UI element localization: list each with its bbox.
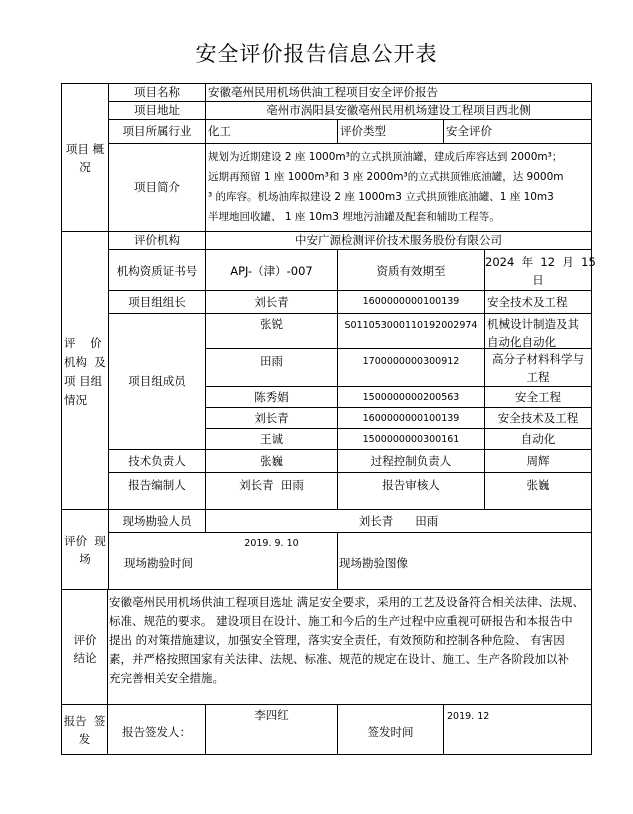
site-image-label: 现场勘验图像 [339, 556, 408, 570]
leader-label: 项目组组长 [128, 295, 186, 309]
leader-cert: 1600000000100139 [362, 296, 460, 307]
project-name-label: 项目名称 [134, 85, 180, 99]
signer-value: 李四红 [254, 708, 289, 722]
section-label-agency: 评 价 机构 及 项 目组 情况 [64, 336, 106, 407]
member-name: 陈秀娟 [254, 390, 289, 404]
member-field: 安全技术及工程 [497, 411, 579, 425]
member-cert: 1500000000300161 [362, 434, 460, 445]
process-lead-value: 周辉 [526, 454, 550, 468]
cert-value: APJ-（津）-007 [230, 264, 313, 278]
member-field: 安全工程 [515, 390, 561, 404]
member-cert: 1700000000300912 [362, 356, 460, 367]
project-intro-label: 项目简介 [134, 180, 180, 194]
process-lead-label: 过程控制负责人 [370, 454, 452, 468]
member-field: 高分子材料科学与 工程 [492, 352, 584, 384]
member-cert: 1500000000200563 [362, 392, 460, 403]
report-reviewer-value: 张巍 [526, 478, 550, 492]
project-name-value: 安徽亳州民用机场供油工程项目安全评价报告 [208, 85, 438, 99]
project-intro-text: 规划为近期建设 2 座 1000m³的立式拱顶油罐，建成后库容达到 2000m³； 远期再预留 1 座 1000m³和 3 座 2000m³的立式拱顶锥底油罐，达 9000m ³ 的库容。机场油库拟建设 2 座 1000m3 立式拱顶锥底油罐、1 座 10m3 半埋地回收罐、 1 座 10m3 埋地污油罐及配套和辅助工程等。 [208, 151, 564, 223]
member-name: 刘长青 [254, 411, 289, 425]
section-label-site: 评价 现 场 [64, 534, 106, 566]
site-time-value: 2019. 9. 10 [244, 538, 299, 549]
eval-type-value: 安全评价 [446, 124, 492, 138]
tech-lead-label: 技术负责人 [128, 454, 186, 468]
industry-value: 化工 [208, 124, 231, 138]
member-name: 田雨 [260, 354, 283, 368]
member-name: 王诚 [260, 432, 283, 446]
validity-value: 2024 年 12 月 15 日 [485, 255, 596, 287]
eval-type-label: 评价类型 [340, 124, 386, 138]
page-title: 安全评价报告信息公开表 [195, 42, 438, 66]
industry-label: 项目所属行业 [122, 124, 192, 138]
member-name: 张锐 [260, 317, 283, 331]
sign-date-value: 2019. 12 [447, 711, 490, 722]
report-author-value: 刘长青 田雨 [239, 478, 304, 492]
conclusion-text: 安徽亳州民用机场供油工程项目选址 满足安全要求，采用的工艺及设备符合相关法律、法规、 标准、规范的要求。 建设项目在设计、施工和今后的生产过程中应重视可研报告和本报告中 提出 的对策措施建议，加强安全管理，落实安全责任，有效预防和控制各种危险、 有害因 素，并严格按照国家有关法律、法规、标准、规范的规定在设计、施工、生产各阶段加以补 充完善相关安全措施。 [109, 595, 585, 685]
section-label-conclusion: 评价 结论 [73, 633, 97, 665]
signer-label: 报告签发人： [122, 725, 191, 739]
leader-field: 安全技术及工程 [487, 295, 568, 309]
project-address-value: 亳州市涡阳县安徽亳州民用机场建设工程项目西北侧 [266, 103, 531, 117]
members-label: 项目组成员 [128, 374, 186, 388]
report-author-label: 报告编制人 [128, 478, 186, 492]
member-cert: 1600000000100139 [362, 413, 460, 424]
leader-name: 刘长青 [254, 295, 289, 309]
section-label-overview: 项目 概 况 [65, 142, 105, 174]
member-cert: S011053000110192002974 [344, 320, 478, 331]
member-field: 自动化 [520, 432, 556, 446]
section-label-signoff: 报告 签 发 [63, 714, 106, 746]
member-field: 机械设计制造及其 自动化自动化 [487, 317, 579, 349]
eval-org-label: 评价机构 [134, 233, 180, 247]
site-time-label: 现场勘验时间 [124, 556, 193, 570]
report-reviewer-label: 报告审核人 [382, 478, 440, 492]
sign-date-label: 签发时间 [367, 725, 414, 739]
site-staff-label: 现场勘验人员 [122, 514, 192, 528]
site-staff-value: 刘长青 田雨 [358, 514, 439, 528]
cert-label: 机构资质证书号 [116, 264, 198, 278]
tech-lead-value: 张巍 [260, 454, 283, 468]
eval-org-value: 中安广源检测评价技术服务股份有限公司 [295, 233, 502, 247]
project-address-label: 项目地址 [134, 103, 180, 117]
validity-label: 资质有效期至 [376, 264, 446, 278]
